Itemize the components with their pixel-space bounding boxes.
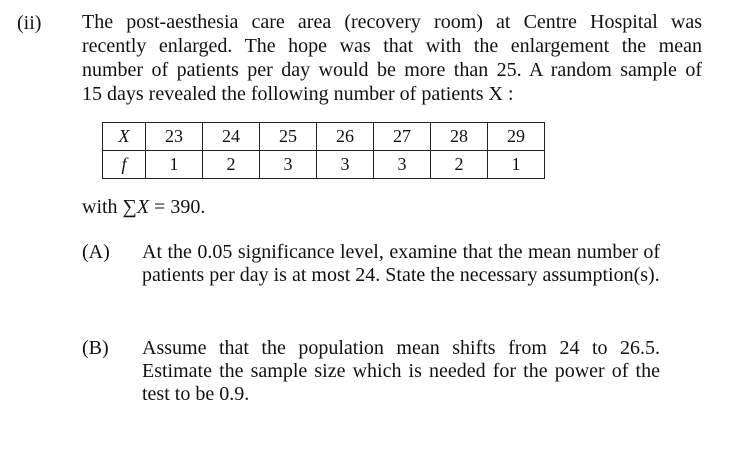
sum-variable: X [136, 196, 150, 218]
intro-line: The post-aesthesia care area (recovery room) at Centre Hospital was [82, 11, 702, 33]
intro-line: 15 days revealed the following number of patients X : [82, 83, 514, 105]
question-number: (ii) [17, 12, 42, 34]
intro-line: recently enlarged. The hope was that with the enlargement the mean [82, 35, 702, 57]
part-b-line: Assume that the population mean shifts from 24 to 26.5. [142, 337, 660, 359]
sum-statement [82, 196, 205, 219]
f-value-cell: 3 [317, 151, 374, 179]
part-b-text [142, 337, 660, 406]
f-value-cell: 1 [146, 151, 203, 179]
part-b-label: (B) [82, 337, 109, 359]
part-b-line: test to be 0.9. [142, 383, 250, 405]
table-row-x [103, 123, 545, 151]
x-value-cell: 23 [146, 123, 203, 151]
sum-value: = 390. [149, 196, 206, 218]
x-value-cell: 29 [488, 123, 545, 151]
x-header-cell: X [103, 123, 146, 151]
x-value-cell: 27 [374, 123, 431, 151]
part-b-line: Estimate the sample size which is needed for the power of the [142, 360, 660, 382]
table-row-f [103, 151, 545, 179]
intro-line: number of patients per day would be more than 25. A random sample of [82, 59, 702, 81]
f-value-cell: 2 [431, 151, 488, 179]
sum-prefix: with ∑ [82, 196, 137, 218]
f-value-cell: 1 [488, 151, 545, 179]
frequency-table [102, 122, 545, 179]
part-a-text [142, 241, 660, 287]
part-a-line: patients per day is at most 24. State the necessary assumption(s). [142, 264, 660, 286]
x-value-cell: 24 [203, 123, 260, 151]
f-value-cell: 2 [203, 151, 260, 179]
question-intro [82, 10, 702, 106]
x-value-cell: 26 [317, 123, 374, 151]
x-value-cell: 25 [260, 123, 317, 151]
f-value-cell: 3 [374, 151, 431, 179]
part-a-line: At the 0.05 significance level, examine that the mean number of [142, 241, 660, 263]
x-value-cell: 28 [431, 123, 488, 151]
part-a-label: (A) [82, 241, 110, 263]
f-header-cell: f [103, 151, 146, 179]
f-value-cell: 3 [260, 151, 317, 179]
